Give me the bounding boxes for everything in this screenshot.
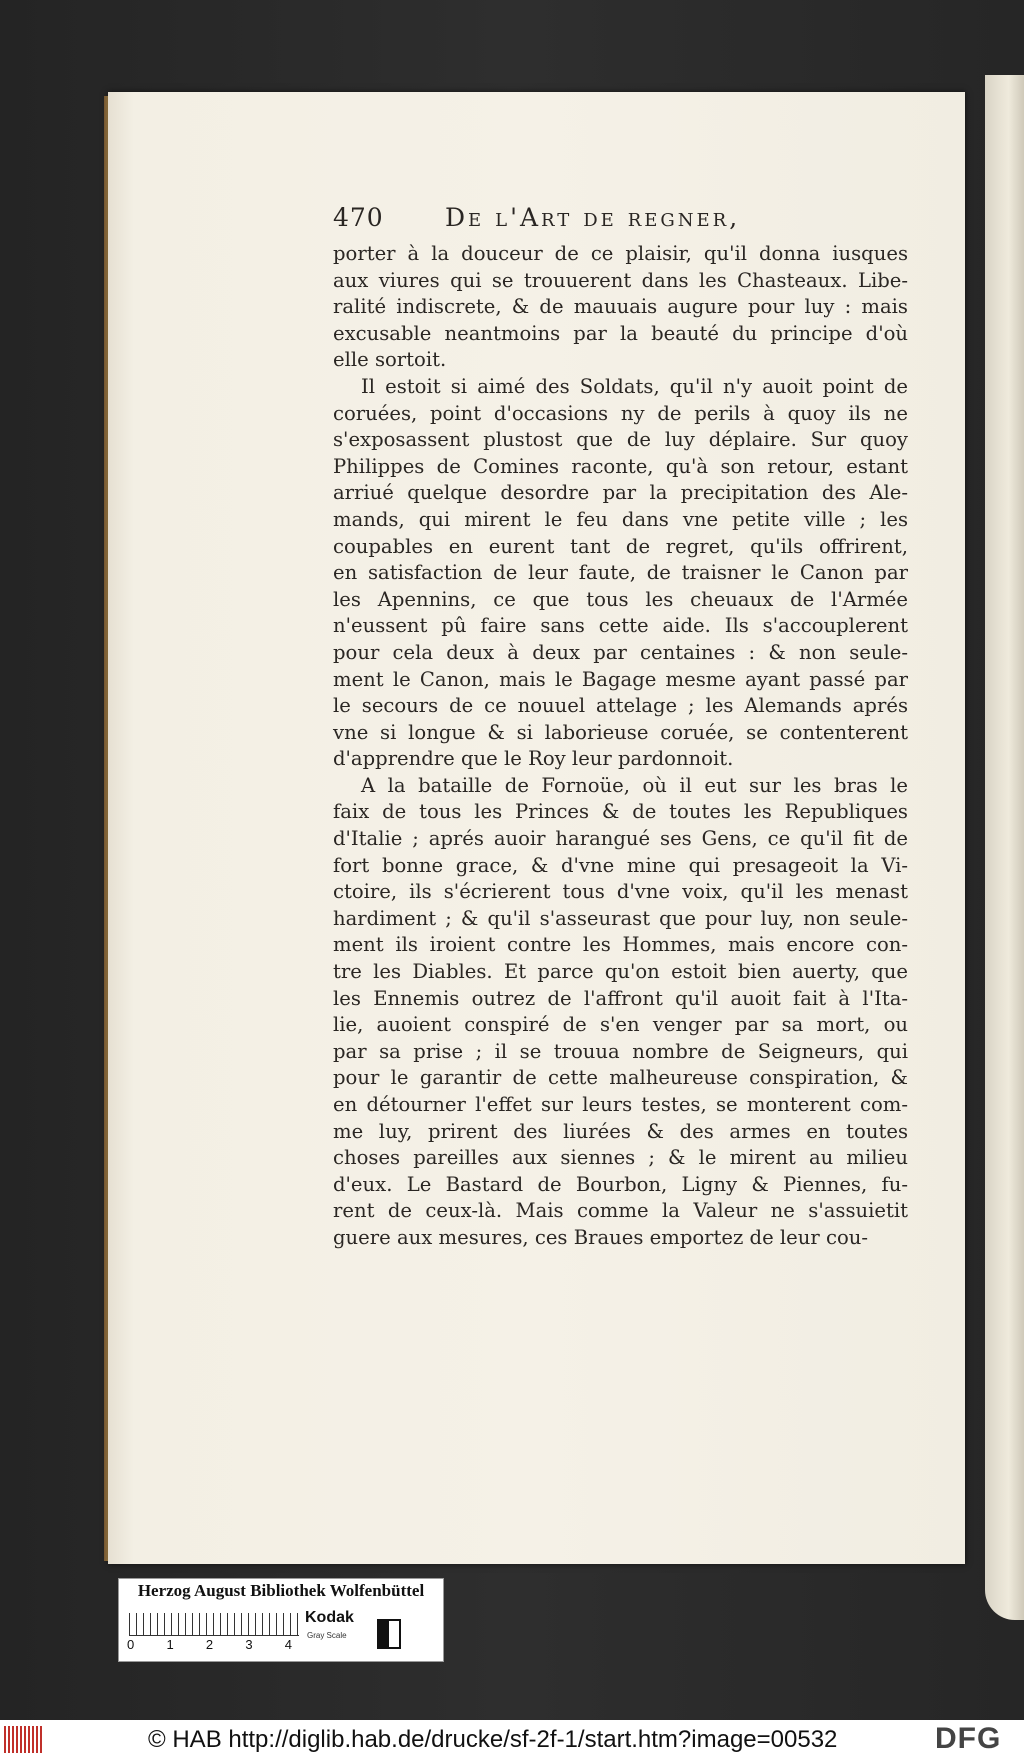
ruler-ticks — [127, 1637, 292, 1652]
text-line: hardiment ; & qu'il s'asseurast que pour luy, non seule- — [333, 906, 908, 930]
text-line: pour le garantir de cette malheureuse conspiration, & — [333, 1066, 908, 1090]
text-line: d'Italie ; aprés auoir harangué ses Gens, ce qu'il fit de — [333, 827, 908, 851]
gray-scale-label: Gray Scale — [307, 1631, 347, 1640]
text-line: mands, qui mirent le feu dans vne petite ville ; les — [333, 507, 908, 531]
text-line: les Ennemis outrez de l'affront qu'il auoit fait à l'Ita- — [333, 986, 908, 1010]
body-text — [333, 241, 908, 1252]
text-line: Il estoit si aimé des Soldats, qu'il n'y auoit point de — [361, 374, 908, 398]
text-line: en satisfaction de leur faute, de traisner le Canon par — [333, 561, 908, 585]
library-name: Herzog August Bibliothek Wolfenbüttel — [137, 1581, 425, 1600]
text-line: le secours de ce nouuel attelage ; les Alemands aprés — [333, 694, 908, 718]
text-line: ctoire, ils s'écrierent tous d'vne voix, qu'il les menast — [333, 880, 908, 904]
gray-swatch — [377, 1619, 401, 1649]
text-line: coruées, point d'occasions ny de perils à quoy ils ne — [333, 401, 908, 425]
text-line: vne si longue & si laborieuse coruée, se contenterent — [333, 720, 908, 744]
text-line: Philippes de Comines raconte, qu'à son retour, estant — [333, 454, 908, 478]
text-line: les Apennins, ce que tous les cheuaux de l'Armée — [333, 587, 908, 611]
ruler-tick: 3 — [245, 1637, 253, 1652]
text-line: porter à la douceur de ce plaisir, qu'il donna iusques — [333, 242, 908, 265]
text-line: par sa prise ; il se trouua nombre de Seigneurs, qui — [333, 1039, 908, 1063]
text-line: ralité indiscrete, & de mauuais augure pour luy : mais — [333, 295, 908, 319]
text-line: d'eux. Le Bastard de Bourbon, Ligny & Piennes, fu- — [333, 1172, 908, 1196]
running-head: De l'Art de regner, — [445, 203, 741, 232]
text-line: aux viures qui se trouuerent dans les Chasteaux. Libe- — [333, 268, 908, 292]
text-line: lie, auoient conspiré de s'en venger par sa mort, ou — [333, 1013, 908, 1037]
text-line: tre les Diables. Et parce qu'on estoit bien auerty, que — [333, 960, 908, 984]
color-calibration-strip — [118, 1578, 444, 1662]
ruler-tick: 1 — [166, 1637, 174, 1652]
text-line: rent de ceux-là. Mais comme la Valeur ne s'assuietit — [333, 1199, 908, 1223]
page-number: 470 — [333, 203, 384, 232]
barcode-icon — [4, 1726, 44, 1753]
page-header — [333, 205, 908, 239]
text-line: me luy, prirent des liurées & des armes en toutes — [333, 1119, 908, 1143]
ruler-tick: 2 — [205, 1637, 214, 1652]
permalink-credit[interactable]: © HAB http://diglib.hab.de/drucke/sf-2f-1/start.htm?image=00532 — [148, 1726, 838, 1753]
text-line: excusable neantmoins par la beauté du principe d'où — [333, 321, 908, 345]
scale-ruler — [129, 1613, 299, 1636]
page-text — [333, 205, 908, 1252]
text-line: A la bataille de Fornoüe, où il eut sur les bras le — [361, 773, 908, 797]
text-line: pour cela deux à deux par centaines : & non seule- — [333, 640, 908, 664]
text-line: coupables en eurent tant de regret, qu'ils offrirent, — [333, 534, 908, 558]
ruler-tick: 0 — [127, 1637, 135, 1652]
text-line: ment le Canon, mais le Bagage mesme ayant passé par — [333, 667, 908, 691]
text-line: n'eussent pû faire sans cette aide. Ils s'accouplerent — [333, 614, 908, 638]
text-line: arriué quelque desordre par la precipitation des Ale- — [333, 481, 908, 505]
text-line: faix de tous les Princes & de toutes les Republiques — [333, 800, 908, 824]
text-line: d'apprendre que le Roy leur pardonnoit. — [333, 747, 734, 771]
text-line: fort bonne grace, & d'vne mine qui presageoit la Vi- — [333, 853, 908, 877]
text-line: en détourner l'effet sur leurs testes, se monterent com- — [333, 1093, 908, 1116]
text-line: elle sortoit. — [333, 348, 447, 372]
next-page-edge — [985, 75, 1024, 1620]
text-line: s'exposassent plustost que de luy déplaire. Sur quoy — [333, 428, 908, 452]
kodak-logo: Kodak — [305, 1609, 354, 1626]
footer-bar — [0, 1720, 1024, 1759]
text-line: guere aux mesures, ces Braues emportez de leur cou- — [333, 1225, 869, 1249]
text-line: ment ils iroient contre les Hommes, mais encore con- — [333, 933, 908, 957]
dfg-logo: DFG — [935, 1722, 1002, 1755]
ruler-tick: 4 — [284, 1637, 292, 1652]
text-line: choses pareilles aux siennes ; & le mirent au milieu — [333, 1146, 908, 1170]
